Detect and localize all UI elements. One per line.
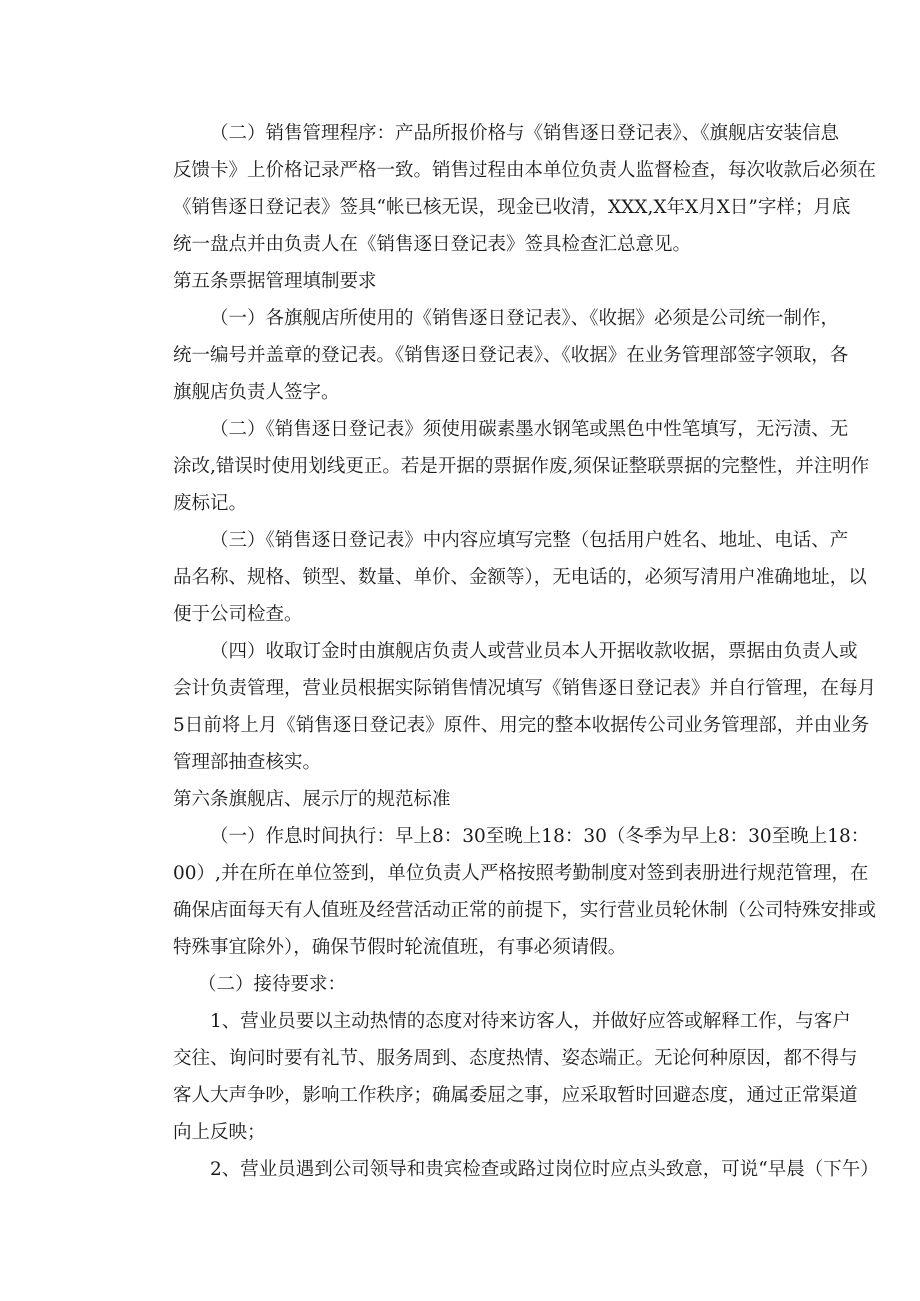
paragraph-line: 《销售逐日登记表》签具“帐已核无误，现金已收清，XXX,X年X月X日”字样；月底 xyxy=(173,197,851,218)
paragraph-line: 客人大声争吵，影响工作秩序；确属委屈之事，应采取暂时回避态度，通过正常渠道 xyxy=(173,1085,858,1106)
paragraph-line: （四）收取订金时由旗舰店负责人或营业员本人开据收款收据，票据由负责人或 xyxy=(210,641,858,662)
paragraph-line: 废标记。 xyxy=(173,493,248,514)
paragraph-line: 统一盘点并由负责人在《销售逐日登记表》签具检查汇总意见。 xyxy=(173,234,692,255)
paragraph-line: （二）《销售逐日登记表》须使用碳素墨水钢笔或黑色中性笔填写，无污渍、无 xyxy=(210,419,849,440)
paragraph-line: 5日前将上月《销售逐日登记表》原件、用完的整本收据传公司业务管理部，并由业务 xyxy=(173,715,870,736)
paragraph-line: 反馈卡》上价格记录严格一致。销售过程由本单位负责人监督检查，每次收款后必须在 xyxy=(173,160,877,181)
paragraph-line: 旗舰店负责人签字。 xyxy=(173,382,340,403)
paragraph-line: 2、营业员遇到公司领导和贵宾检查或路过岗位时应点头致意，可说“早晨（下午） xyxy=(210,1159,879,1180)
paragraph-line: 交往、询问时要有礼节、服务周到、态度热情、姿态端正。无论何种原因，都不得与 xyxy=(173,1048,858,1069)
paragraph-line: 涂改,错误时使用划线更正。若是开据的票据作废,须保证整联票据的完整性，并注明作 xyxy=(173,456,870,477)
sub-heading: （二）接待要求： xyxy=(198,974,347,995)
paragraph-line: 会计负责管理，营业员根据实际销售情况填写《销售逐日登记表》并自行管理，在每月 xyxy=(173,678,877,699)
paragraph-line: （一）各旗舰店所使用的《销售逐日登记表》、《收据》必须是公司统一制作， xyxy=(210,308,840,329)
paragraph-line: 1、营业员要以主动热情的态度对待来访客人，并做好应答或解释工作，与客户 xyxy=(210,1011,851,1032)
paragraph-line: 向上反映； xyxy=(173,1122,266,1143)
paragraph-line: 统一编号并盖章的登记表。《销售逐日登记表》、《收据》在业务管理部签字领取，各 xyxy=(173,345,849,366)
section-heading: 第六条旗舰店、展示厅的规范标准 xyxy=(173,789,451,810)
paragraph-line: 确保店面每天有人值班及经营活动正常的前提下，实行营业员轮休制（公司特殊安排或 xyxy=(173,900,877,921)
paragraph-line: 便于公司检查。 xyxy=(173,604,303,625)
section-heading: 第五条票据管理填制要求 xyxy=(173,271,377,292)
paragraph-line: 管理部抽查核实。 xyxy=(173,752,322,773)
paragraph-line: （一）作息时间执行：早上8：30至晚上18：30（冬季为早上8：30至晚上18： xyxy=(210,826,870,847)
paragraph-line: 特殊事宜除外），确保节假时轮流值班，有事必须请假。 xyxy=(173,937,627,958)
paragraph-line: 00）,并在所在单位签到，单位负责人严格按照考勤制度对签到表册进行规范管理，在 xyxy=(173,863,869,884)
paragraph-line: 品名称、规格、锁型、数量、单价、金额等），无电话的，必须写清用户准确地址，以 xyxy=(173,567,867,588)
paragraph-line: （二）销售管理程序：产品所报价格与《销售逐日登记表》、《旗舰店安装信息 xyxy=(210,123,840,144)
paragraph-line: （三）《销售逐日登记表》中内容应填写完整（包括用户姓名、地址、电话、产 xyxy=(210,530,849,551)
